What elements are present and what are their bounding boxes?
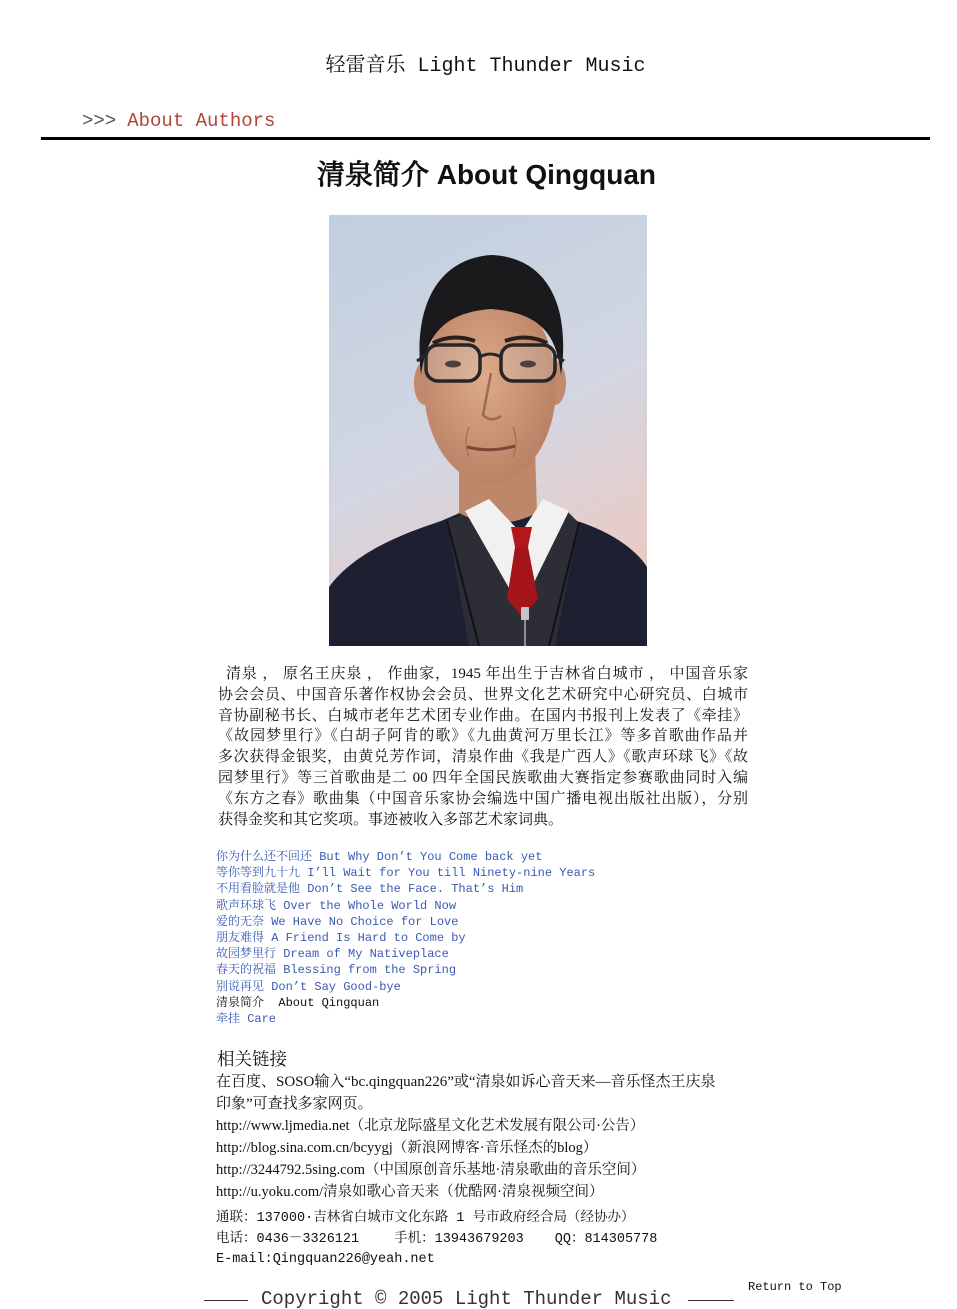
song-link[interactable]: 你为什么还不回还 But Why Don’t You Come back yet <box>216 850 543 864</box>
header-divider <box>41 137 930 140</box>
song-link[interactable]: 等你等到九十九 I’ll Wait for You till Ninety-nine Years <box>216 866 596 881</box>
bio-line: 清泉 ， 原名王庆泉 ， 作曲家，1945 年出生于吉林省白城市 ， 中国音乐家 <box>226 666 748 682</box>
related-url: http://3244792.5sing.com（中国原创音乐基地·清泉歌曲的音乐空间） <box>216 1162 646 1178</box>
bio-line: 协会会员、中国音乐著作权协会会员、世界文化艺术研究中心研究员、白城市 <box>218 686 748 703</box>
portrait-zipper-pull <box>521 607 529 620</box>
contact-mobile: 手机：13943679203 <box>394 1231 524 1247</box>
song-link[interactable]: 朋友难得 A Friend Is Hard to Come by <box>216 931 466 946</box>
contact-email: E-mail:Qingquan226@yeah.net <box>216 1252 435 1267</box>
bio-line: 获得金奖和其它奖项。事迹被收入多部艺术家词典。 <box>218 811 564 828</box>
biography-paragraph <box>218 664 748 830</box>
related-url: http://u.yoku.com/清泉如歌心音天来（优酷网·清泉视频空间） <box>216 1184 604 1200</box>
related-links-heading: 相关链接 <box>217 1049 287 1069</box>
footer-rule-left <box>204 1300 248 1301</box>
bio-line: 园梦里行》等三首歌曲是二 00 四年全国民族歌曲大赛指定参赛歌曲同时入编 <box>218 769 748 786</box>
related-url-list <box>216 1115 645 1203</box>
contact-info <box>216 1209 657 1271</box>
song-link[interactable]: 别说再见 Don’t Say Good-bye <box>216 979 401 994</box>
search-hint-line: 在百度、SOSO输入“bc.qingquan226”或“清泉如诉心音天来—音乐怪杰王庆泉 <box>216 1074 716 1090</box>
related-search-hint <box>216 1071 716 1115</box>
page-title: 清泉简介 About Qingquan <box>316 159 657 190</box>
portrait-glasses-lens-right <box>501 345 555 381</box>
song-link-list <box>216 849 595 1027</box>
related-url: http://www.ljmedia.net（北京龙际盛星文化艺术发展有限公司·公告） <box>216 1118 645 1134</box>
breadcrumb <box>82 109 275 133</box>
song-link[interactable]: 不用看脸就是他 Don’t See the Face. That’s Him <box>216 882 524 897</box>
song-link[interactable]: 牵挂 Care <box>216 1012 277 1027</box>
breadcrumb-link-about-authors[interactable]: About Authors <box>127 110 276 132</box>
footer-rule-right <box>688 1300 734 1301</box>
song-link[interactable]: 爱的无奈 We Have No Choice for Love <box>216 914 459 929</box>
bio-line: 《东方之春》歌曲集（中国音乐家协会编选中国广播电视出版社出版），分别 <box>218 790 748 807</box>
site-title: 轻雷音乐 Light Thunder Music <box>325 55 646 78</box>
return-to-top-link[interactable]: Return to Top <box>748 1280 842 1294</box>
related-url: http://blog.sina.com.cn/bcyygj（新浪网博客·音乐怪杰的blog） <box>216 1140 598 1156</box>
portrait-image <box>329 215 647 646</box>
contact-phone: 电话：0436－3326121 <box>216 1231 360 1247</box>
contact-phones <box>216 1230 657 1251</box>
song-link[interactable]: 歌声环球飞 Over the Whole World Now <box>216 898 457 913</box>
portrait-glasses-lens-left <box>426 345 480 381</box>
contact-address: 通联：137000·吉林省白城市文化东路 1 号市政府经合局（经协办） <box>216 1211 635 1226</box>
contact-qq: QQ：814305778 <box>554 1231 658 1247</box>
current-page-item: 清泉简介 About Qingquan <box>216 995 380 1010</box>
song-link[interactable]: 故园梦里行 Dream of My Nativeplace <box>216 947 449 962</box>
bio-line: 《故园梦里行》《白胡子阿肯的歌》《九曲黄河万里长江》等多首歌曲作品并 <box>218 728 748 745</box>
author-photo <box>329 215 647 646</box>
footer-copyright: Copyright © 2005 Light Thunder Music <box>261 1289 672 1309</box>
bio-line: 音协副秘书长、白城市老年艺术团专业作曲。在国内书报刊上发表了《牵挂》 <box>218 707 748 724</box>
search-hint-line: 印象”可查找多家网页。 <box>216 1096 373 1112</box>
song-link[interactable]: 春天的祝福 Blessing from the Spring <box>216 963 457 978</box>
breadcrumb-prefix: >>> <box>82 110 117 132</box>
bio-line: 多次获得金银奖，由黄兑芳作词，清泉作曲《我是广西人》《歌声环球飞》《故 <box>218 749 748 766</box>
